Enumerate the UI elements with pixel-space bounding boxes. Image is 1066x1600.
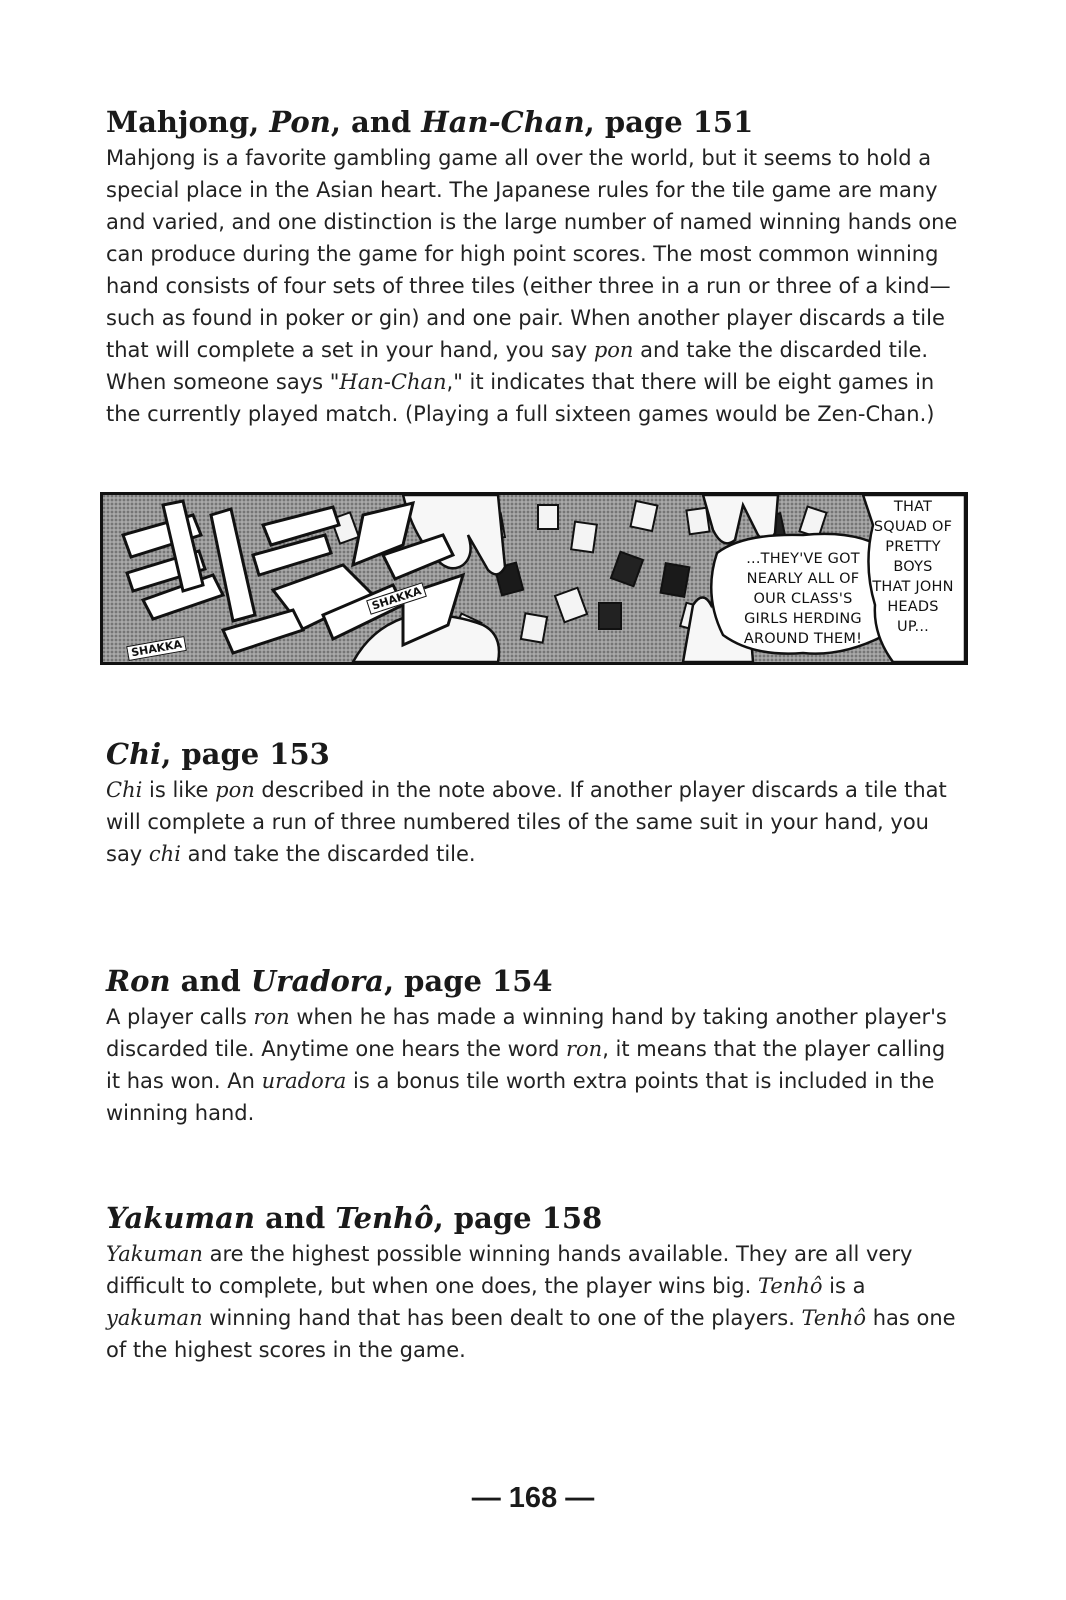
- note-title: Ron and Uradora, page 154: [106, 964, 553, 998]
- sound-effect-label: SHAKKA: [126, 636, 187, 661]
- note-title: Chi, page 153: [106, 737, 330, 771]
- speech-bubble-left: ...THEY'VE GOT NEARLY ALL OF OUR CLASS'S GIRLS HERDING AROUND THEM!: [743, 551, 863, 647]
- note-body: Yakuman are the highest possible winning hands available. They are all very difficult to complete, but when one does, the player wins big. Tenhô is a yakuman winning hand that has been dealt to one of the players. Tenhô has one of the highest scores in the game.: [106, 1242, 956, 1362]
- page-number: — 168 —: [471, 1482, 595, 1514]
- note-ron-uradora: [106, 963, 962, 1129]
- note-mahjong-pon-han-chan: [106, 104, 962, 430]
- note-title: Mahjong, Pon, and Han-Chan, page 151: [106, 105, 754, 139]
- speech-bubble-right: THAT SQUAD OF PRETTY BOYS THAT JOHN HEADS UP...: [872, 499, 954, 635]
- manga-panel: [100, 492, 968, 665]
- note-chi: [106, 736, 962, 870]
- sound-effect-label: SHAKKA: [366, 582, 427, 615]
- note-body: Chi is like pon described in the note above. If another player discards a tile that will complete a run of three numbered tiles of the same suit in your hand, you say chi and take the discarded tile.: [106, 778, 947, 866]
- note-body: A player calls ron when he has made a winning hand by taking another player's discarded tile. Anytime one hears the word ron, it means that the player calling it has won. An uradora is a bonus tile worth extra points that is included in the winning hand.: [106, 1005, 947, 1125]
- note-title: Yakuman and Tenhô, page 158: [106, 1201, 603, 1235]
- note-yakuman-tenho: [106, 1200, 962, 1366]
- note-body: Mahjong is a favorite gambling game all over the world, but it seems to hold a special place in the Asian heart. The Japanese rules for the tile game are many and varied, and one distinction is the large number of named winning hands one can produce during the game for high point scores. The most common winning hand consists of four sets of three tiles (either three in a run or three of a kind—such as found in poker or gin) and one pair. When another player discards a tile that will complete a set in your hand, you say pon and take the discarded tile. When someone says "Han-Chan," it indicates that there will be eight games in the currently played match. (Playing a full sixteen games would be Zen-Chan.): [106, 146, 958, 426]
